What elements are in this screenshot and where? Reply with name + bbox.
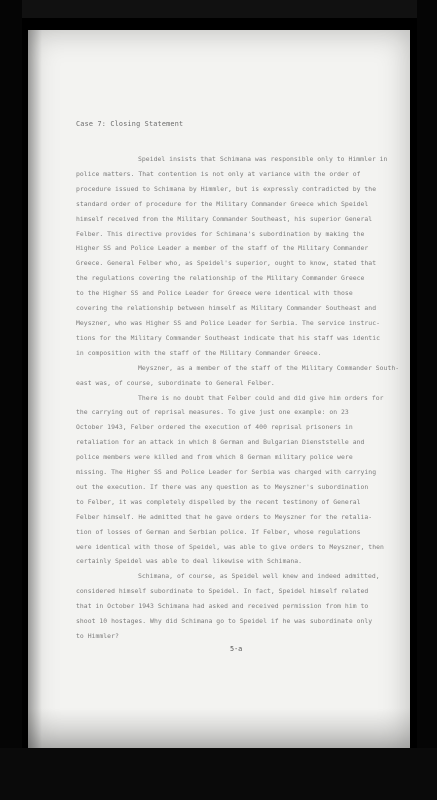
text-line: covering the relationship between himself as Military Commander Southeast and (76, 304, 377, 313)
text-line: retaliation for an attack in which 8 German and Bulgarian Dienststelle and (76, 438, 365, 447)
page-shadow-bottom (28, 708, 410, 748)
text-line: in composition with the staff of the Military Commander Greece. (76, 348, 322, 357)
text-line: Greece. General Felber who, as Speidel's superior, ought to know, stated that (76, 259, 377, 268)
text-line: tions for the Military Commander Southeast indicate that his staff was identic (76, 333, 381, 342)
text-line: considered himself subordinate to Speidel. In fact, Speidel himself related (76, 587, 369, 596)
text-line: procedure issued to Schimana by Himmler, but is expressly contradicted by the (76, 184, 377, 193)
text-line: out the execution. If there was any question as to Meyszner's subordination (76, 482, 369, 491)
text-line: the carrying out of reprisal measures. To give just one example: on 23 (76, 408, 349, 417)
text-line: to Felber, it was completely dispelled by the recent testimony of General (76, 497, 361, 506)
text-line: October 1943, Felber ordered the execution of 400 reprisal prisoners in (76, 423, 353, 432)
film-border-bottom (0, 748, 437, 800)
text-line: that in October 1943 Schimana had asked and received permission from him to (76, 602, 369, 611)
document-body (76, 152, 400, 644)
text-line: police matters. That contention is not only at variance with the order of (76, 169, 361, 178)
text-line: shoot 10 hostages. Why did Schimana go to Speidel if he was subordinate only (76, 617, 373, 626)
film-border-left (0, 0, 22, 800)
text-line: Schimana, of course, as Speidel well knew and indeed admitted, (138, 572, 380, 581)
page-number: 5-a (230, 645, 243, 653)
text-line: east was, of course, subordinate to General Felber. (76, 378, 275, 387)
text-line: were identical with those of Speidel, was able to give orders to Meyszner, then (76, 542, 384, 551)
text-line: There is no doubt that Felber could and did give him orders for (138, 393, 384, 402)
paragraph (76, 391, 384, 570)
text-line: Felber. This directive provides for Schimana's subordination by making the (76, 229, 365, 238)
text-line: Meyszner, as a member of the staff of the Military Commander South- (138, 363, 400, 372)
text-line: the regulations covering the relationship of the Military Commander Greece (76, 274, 365, 283)
text-line: tion of losses of German and Serbian police. If Felber, whose regulations (76, 527, 361, 536)
text-line: missing. The Higher SS and Police Leader for Serbia was charged with carrying (76, 468, 377, 477)
text-line: Meyszner, who was Higher SS and Police Leader for Serbia. The service instruc- (76, 318, 381, 327)
film-border-top (0, 0, 437, 18)
film-border-right (417, 0, 437, 800)
text-line: police members were killed and from which 8 German military police were (76, 453, 353, 462)
text-line: Felber himself. He admitted that he gave orders to Meyszner for the retalia- (76, 512, 373, 521)
paragraph (76, 569, 380, 644)
text-line: Higher SS and Police Leader a member of the staff of the Military Commander (76, 244, 369, 253)
text-line: to the Higher SS and Police Leader for Greece were identical with those (76, 289, 353, 298)
text-line: Speidel insists that Schimana was responsible only to Himmler in (138, 155, 388, 163)
text-line: himself received from the Military Commander Southeast, his superior General (76, 214, 373, 223)
paragraph (76, 152, 388, 361)
text-line: to Himmler? (76, 632, 119, 640)
paragraph (76, 361, 400, 391)
page-shadow-left (28, 30, 42, 748)
text-line: standard order of procedure for the Military Commander Greece which Speidel (76, 199, 369, 208)
document-header: Case 7: Closing Statement (76, 120, 184, 128)
text-line: certainly Speidel was able to deal likewise with Schimana. (76, 557, 303, 566)
